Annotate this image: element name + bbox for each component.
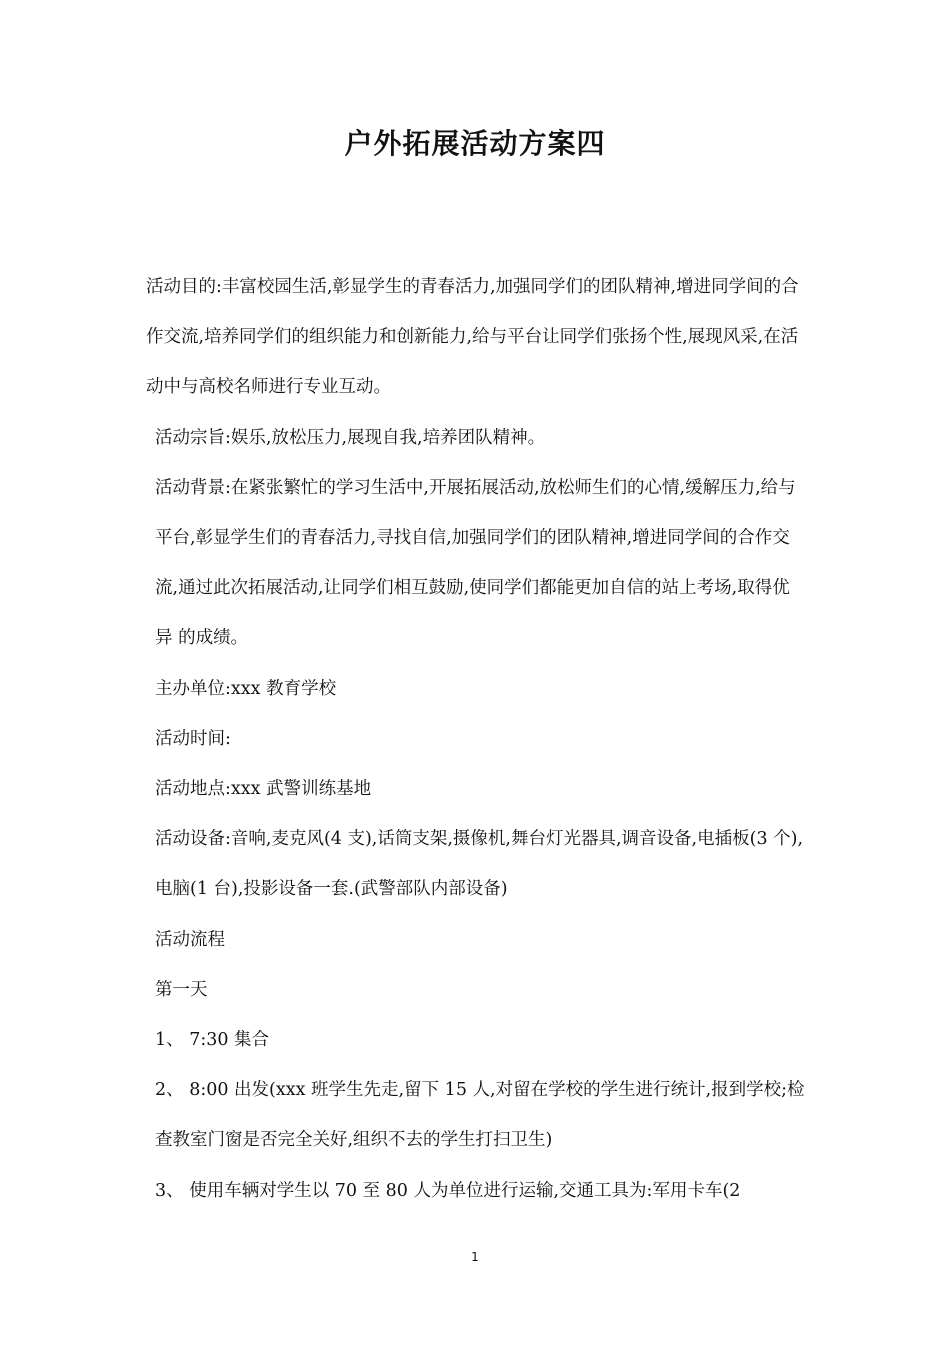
document-body — [146, 262, 806, 1216]
paragraph-background: 活动背景:在紧张繁忙的学习生活中,开展拓展活动,放松师生们的心情,缓解压力,给与平台,彰显学生们的青春活力,寻找自信,加强同学们的团队精神,增进同学间的合作交流,通过此次拓展活动,让同学们相互鼓励,使同学们都能更加自信的站上考场,取得优异 的成绩。 — [155, 477, 796, 649]
paragraph-aim: 活动宗旨:娱乐,放松压力,展现自我,培养团队精神。 — [155, 427, 546, 448]
list-item: 3、 使用车辆对学生以 70 至 80 人为单位进行运输,交通工具为:军用卡车(2 — [155, 1180, 741, 1201]
paragraph-organizer: 主办单位:xxx 教育学校 — [155, 678, 337, 699]
paragraph-process-heading: 活动流程 — [155, 929, 225, 950]
paragraph-time: 活动时间: — [155, 728, 231, 749]
paragraph-day-one: 第一天 — [155, 979, 208, 1000]
list-item: 2、 8:00 出发(xxx 班学生先走,留下 15 人,对留在学校的学生进行统计,报到学校;检查教室门窗是否完全关好,组织不去的学生打扫卫生) — [155, 1080, 805, 1151]
page-number: 1 — [471, 1250, 479, 1264]
paragraph-purpose: 活动目的:丰富校园生活,彰显学生的青春活力,加强同学们的团队精神,增进同学间的合作交流,培养同学们的组织能力和创新能力,给与平台让同学们张扬个性,展现风采,在活动中与高校名师进行专业互动。 — [146, 277, 799, 398]
paragraph-equipment: 活动设备:音响,麦克风(4 支),话筒支架,摄像机,舞台灯光器具,调音设备,电插板(3 个),电脑(1 台),投影设备一套.(武警部队内部设备) — [155, 829, 804, 900]
list-item: 1、 7:30 集合 — [155, 1030, 270, 1051]
document-title: 户外拓展活动方案四 — [344, 127, 606, 160]
paragraph-location: 活动地点:xxx 武警训练基地 — [155, 779, 372, 800]
